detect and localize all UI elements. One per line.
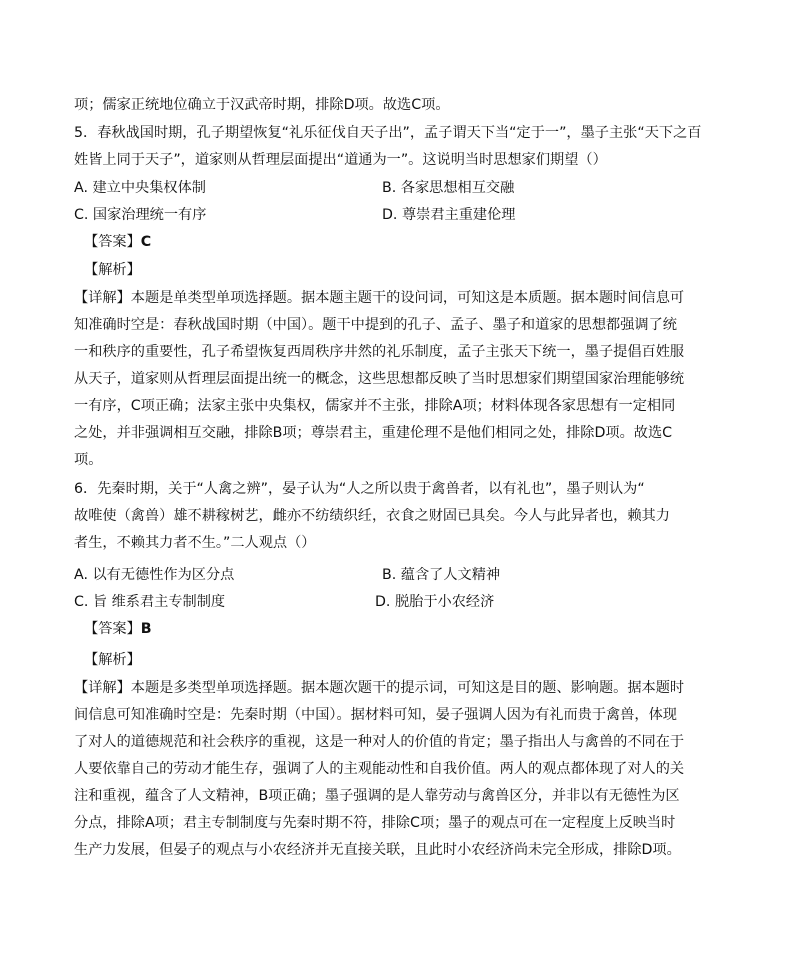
q6-answer [84,619,152,639]
q6-answer-value: B [140,621,152,637]
q6-stem-line-2: 故唯使（禽兽）雄不耕稼树艺，雌亦不纺绩织纴，衣食之财固已具矣。今人与此异者也，赖其力 [74,508,670,524]
q5-detail-line-4: 从天子，道家则从哲理层面提出统一的概念，这些思想都反映了当时思想家们期望国家治理能够统 [74,371,685,387]
q5-detail-line-1: 【详解】本题是单类型单项选择题。据本题主题干的设问词，可知这是本质题。据本题时间信息可 [74,290,685,306]
q6-answer-label: 【答案】 [84,621,141,637]
q5-detail-line-2: 知准确时空是：春秋战国时期（中国）。题干中提到的孔子、孟子、墨子和道家的思想都强调了统 [74,317,677,333]
continuation-text: 项；儒家正统地位确立于汉武帝时期，排除D项。故选C项。 [74,97,450,113]
q6-detail-line-6: 分点，排除A项；君主专制制度与先秦时期不符，排除C项；墨子的观点可在一定程度上反映当时 [74,815,676,831]
q5-option-c: C. 国家治理统一有序 [74,207,207,223]
q6-detail-line-4: 人要依靠自己的劳动才能生存，强调了人的主观能动性和自我价值。两人的观点都体现了对人的关 [74,761,685,777]
q5-option-d: D. 尊崇君主重建伦理 [382,207,516,223]
q5-detail-line-6: 之处，并非强调相互交融，排除B项；尊崇君主，重建伦理不是他们相同之处，排除D项。故选C [74,425,673,441]
q6-detail-line-1: 【详解】本题是多类型单项选择题。据本题次题干的提示词，可知这是目的题、影响题。据本题时 [74,680,685,696]
q5-answer [84,232,151,252]
q6-stem-line-1: 6．先秦时期，关于“人禽之辨”，晏子认为“人之所以贵于禽兽者，以有礼也”，墨子则认为“ [74,481,645,497]
q5-analysis-label: 【解析】 [84,262,141,278]
q5-option-a: A. 建立中央集权体制 [74,180,206,196]
q5-detail-line-7: 项。 [74,452,103,468]
q6-detail-line-7: 生产力发展，但晏子的观点与小农经济并无直接关联，且此时小农经济尚未完全形成，排除D项。 [74,842,681,858]
q6-detail-line-3: 了对人的道德规范和社会秩序的重视，这是一种对人的价值的肯定；墨子指出人与禽兽的不同在于 [74,734,685,750]
q6-option-a: A. 以有无德性作为区分点 [74,567,235,583]
q5-detail-line-5: 一有序，C项正确；法家主张中央集权，儒家并不主张，排除A项；材料体现各家思想有一定相同 [74,398,676,414]
q6-option-c: C. 旨 维系君主专制制度 [74,594,226,610]
q5-stem-line-1: 5．春秋战国时期，孔子期望恢复“礼乐征伐自天子出”，孟子谓天下当“定于一”，墨子主张“天下之百 [74,125,702,141]
q6-analysis-label: 【解析】 [84,652,141,668]
q5-answer-label: 【答案】 [84,234,141,250]
q6-detail-line-2: 间信息可知准确时空是：先秦时期（中国）。据材料可知，晏子强调人因为有礼而贵于禽兽，体现 [74,707,677,723]
q6-stem-line-3: 者生，不赖其力者不生。”二人观点（） [74,535,316,551]
q5-detail-line-3: 一和秩序的重要性，孔子希望恢复西周秩序井然的礼乐制度，孟子主张天下统一，墨子提倡百姓服 [74,344,685,360]
q5-option-b: B. 各家思想相互交融 [382,180,515,196]
q5-stem-line-2: 姓皆上同于天子”，道家则从哲理层面提出“道通为一”。这说明当时思想家们期望（） [74,152,607,168]
q6-option-b: B. 蕴含了人文精神 [382,567,501,583]
q5-answer-value: C [140,234,152,250]
q6-detail-line-5: 注和重视，蕴含了人文精神，B项正确；墨子强调的是人靠劳动与禽兽区分，并非以有无德性为区 [74,788,680,804]
q6-option-d: D. 脱胎于小农经济 [375,594,495,610]
